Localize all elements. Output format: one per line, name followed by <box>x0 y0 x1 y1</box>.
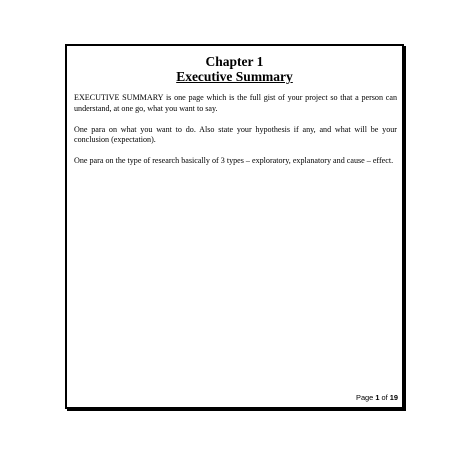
page-number <box>356 394 398 401</box>
body-text <box>74 93 397 177</box>
paragraph-executive-summary: EXECUTIVE SUMMARY is one page which is the full gist of your project so that a person can understand, at one go, what you want to say. <box>74 93 397 113</box>
document-page <box>65 44 404 409</box>
chapter-heading: Chapter 1 <box>205 54 264 69</box>
paragraph-hypothesis: One para on what you want to do. Also state your hypothesis if any, and what will be your conclusion (expectation). <box>74 124 397 144</box>
current-page-number: 1 <box>375 392 380 402</box>
paragraph-research-type: One para on the type of research basically of 3 types – exploratory, explanatory and cause – effect. <box>74 156 394 165</box>
section-title: Executive Summary <box>176 69 293 84</box>
page-label: Page <box>356 392 374 402</box>
total-pages-number: 19 <box>389 392 398 402</box>
of-label: of <box>381 392 388 402</box>
